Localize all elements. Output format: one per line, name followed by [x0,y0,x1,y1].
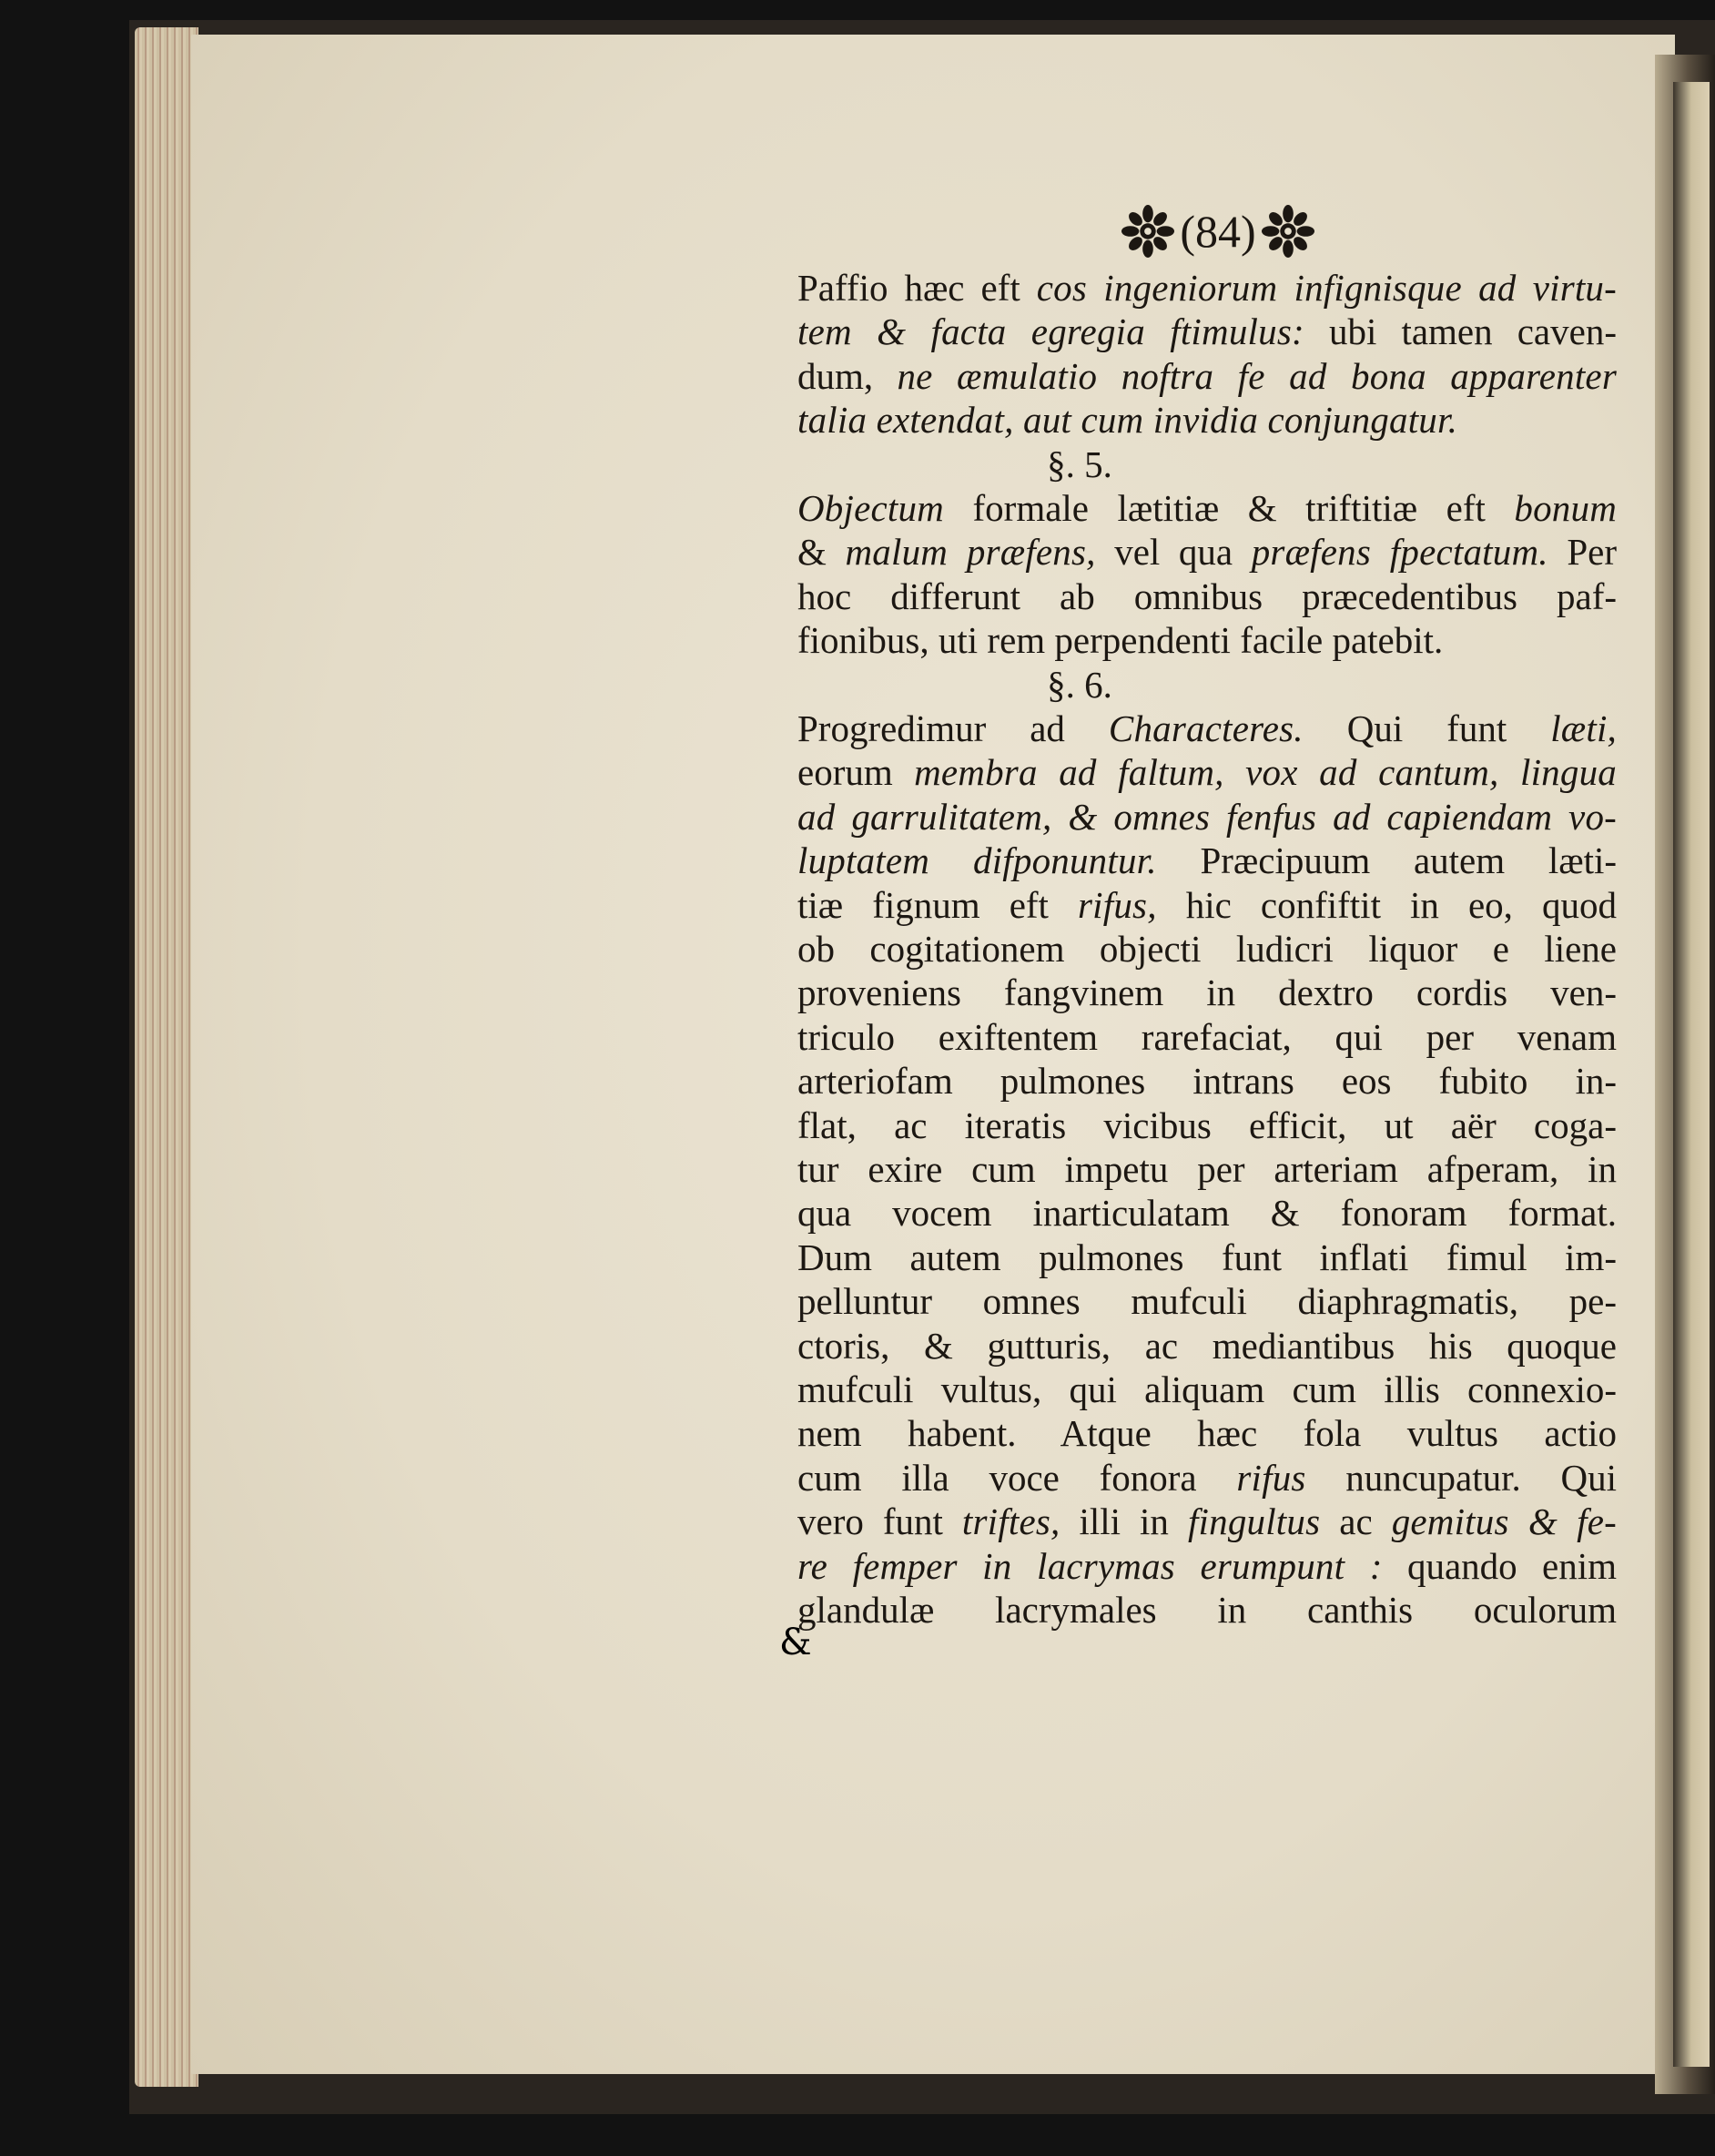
text-segment: & [797,531,846,573]
text-line [797,486,1617,530]
text-line [797,618,1617,662]
italic-segment: re femper in lacrymas erumpunt : [797,1545,1383,1587]
text-line [797,1236,1617,1279]
text-line [797,1456,1617,1500]
text-segment: ac [1320,1500,1392,1542]
italic-segment: bonum [1514,487,1617,529]
page-number: (84) [1180,206,1256,257]
text-segment: §. 5. [1047,443,1112,485]
italic-segment: Characteres. [1108,707,1304,749]
text-line [797,1411,1617,1455]
italic-segment: triftes, [961,1500,1060,1542]
text-segment: Qui funt [1303,707,1551,749]
text-segment: hic confiftit in eo, quod [1156,884,1617,926]
italic-segment: rifus [1236,1457,1306,1499]
text-segment: nem habent. Atque hæc fola vultus actio [797,1412,1617,1454]
italic-segment: læti, [1550,707,1617,749]
text-segment: tur exire cum impetu per arteriam afperam, in [797,1148,1617,1190]
text-line [797,530,1617,574]
italic-segment: tem & facta egregia ftimulus: [797,310,1304,352]
text-line [797,398,1617,442]
text-segment: vero funt [797,1500,962,1542]
text-segment: Per [1548,531,1617,573]
text-segment: tiæ fignum eft [797,884,1079,926]
text-line [797,354,1617,398]
catchword: & [779,1622,812,1663]
text-segment: pelluntur omnes mufculi diaphragmatis, pe- [797,1280,1617,1322]
text-segment: ob cogitationem objecti ludicri liquor e liene [797,928,1617,970]
text-segment: Progredimur ad [797,707,1109,749]
italic-segment: Objectum [797,487,944,529]
text-segment: vel qua [1095,531,1252,573]
text-segment: hoc differunt ab omnibus præcedentibus paf- [797,575,1617,617]
facing-page-edge [1673,82,1710,2067]
text-segment: mufculi vultus, qui aliquam cum illis connexio- [797,1368,1617,1410]
text-segment: ctoris, & gutturis, ac mediantibus his quoque [797,1325,1617,1367]
left-rosette-ornament-icon [1121,205,1174,258]
page-header [1109,202,1327,260]
text-line [797,750,1617,794]
text-segment: quando enim [1382,1545,1617,1587]
text-line [797,927,1617,971]
italic-segment: fingultus [1187,1500,1321,1542]
text-line [797,707,1617,750]
text-line [797,1368,1617,1411]
text-segment: §. 6. [1047,664,1112,706]
italic-segment: malum præfens, [845,531,1096,573]
text-line [797,839,1617,882]
text-segment: triculo exiftentem rarefaciat, qui per venam [797,1016,1617,1058]
text-line [797,1147,1617,1191]
italic-segment: cos ingeniorum infignisque ad virtu- [1036,267,1617,309]
text-line [797,1059,1617,1103]
italic-segment: ad garrulitatem, & omnes fenfus ad capiendam vo- [797,796,1617,838]
text-line [797,883,1617,927]
text-line [797,1588,1617,1632]
text-segment: flat, ac iteratis vicibus efficit, ut aër coga- [797,1104,1617,1146]
text-line [797,1191,1617,1235]
text-segment: nuncupatur. Qui [1305,1457,1617,1499]
text-segment: Præcipuum autem læti- [1156,839,1617,881]
text-segment: glandulæ lacrymales in canthis oculorum [797,1589,1617,1631]
text-segment: eorum [797,751,915,793]
text-line [797,1103,1617,1147]
text-segment: illi in [1060,1500,1188,1542]
text-line [797,795,1617,839]
text-segment: Dum autem pulmones funt inflati fimul im- [797,1236,1617,1278]
text-segment: qua vocem inarticulatam & fonoram format. [797,1192,1617,1234]
text-segment: ubi tamen caven- [1304,310,1617,352]
italic-segment: rifus, [1078,884,1157,926]
italic-segment: luptatem difponuntur. [797,839,1157,881]
text-line [797,1324,1617,1368]
text-segment: cum illa voce fonora [797,1457,1237,1499]
text-line [797,971,1617,1014]
section-heading [797,442,1362,486]
italic-segment: talia extendat, aut cum invidia conjungatur. [797,399,1458,441]
text-line [797,1279,1617,1323]
section-heading [797,663,1362,707]
text-segment: dum, [797,355,898,397]
page-edges [135,27,198,2087]
text-segment: fionibus, uti rem perpendenti facile patebit. [797,619,1444,661]
text-line [797,575,1617,618]
text-segment: arteriofam pulmones intrans eos fubito in- [797,1060,1617,1102]
italic-segment: gemitus & fe- [1391,1500,1617,1542]
right-rosette-ornament-icon [1262,205,1314,258]
italic-segment: præfens fpectatum. [1251,531,1548,573]
text-line [797,1015,1617,1059]
text-line [797,266,1617,310]
italic-segment: ne æmulatio noftra fe ad bona apparenter [897,355,1617,397]
italic-segment: membra ad faltum, vox ad cantum, lingua [914,751,1617,793]
text-segment: Paffio hæc eft [797,267,1037,309]
text-segment: proveniens fangvinem in dextro cordis ven- [797,971,1617,1013]
text-line [797,1500,1617,1543]
text-line [797,310,1617,353]
text-line [797,1544,1617,1588]
text-segment: formale lætitiæ & triftitiæ eft [944,487,1515,529]
